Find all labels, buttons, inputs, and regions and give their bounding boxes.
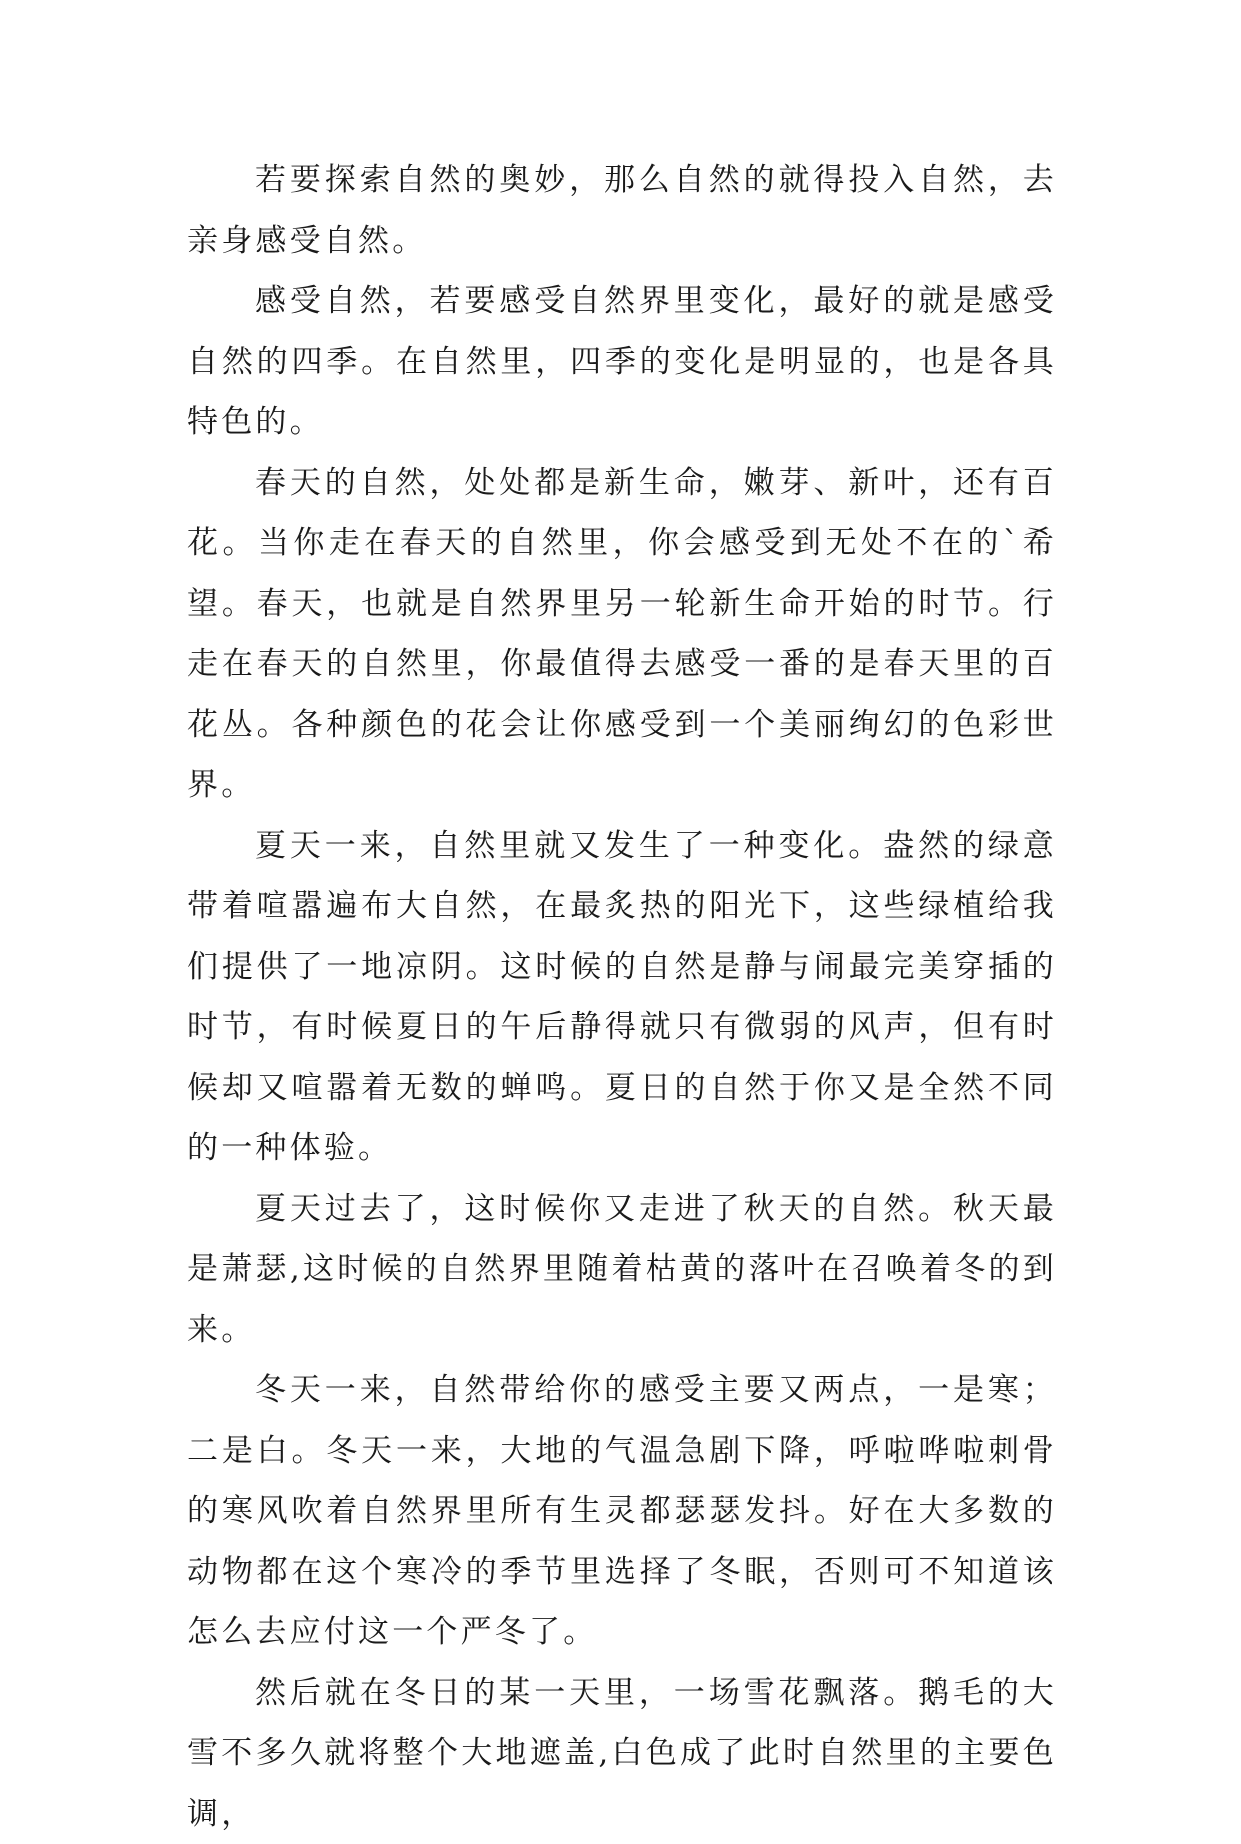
paragraph: 感受自然，若要感受自然界里变化，最好的就是感受自然的四季。在自然里，四季的变化是明显的，也是各具特色的。 bbox=[187, 271, 1057, 453]
paragraph: 然后就在冬日的某一天里，一场雪花飘落。鹅毛的大雪不多久就将整个大地遮盖,白色成了此时自然里的主要色调， bbox=[187, 1663, 1057, 1844]
paragraph: 冬天一来，自然带给你的感受主要又两点，一是寒；二是白。冬天一来，大地的气温急剧下降，呼啦哗啦刺骨的寒风吹着自然界里所有生灵都瑟瑟发抖。好在大多数的动物都在这个寒冷的季节里选择了冬眠，否则可不知道该怎么去应付这一个严冬了。 bbox=[187, 1360, 1057, 1663]
paragraph: 夏天一来，自然里就又发生了一种变化。盎然的绿意带着喧嚣遍布大自然，在最炙热的阳光下，这些绿植给我们提供了一地凉阴。这时候的自然是静与闹最完美穿插的时节，有时候夏日的午后静得就只有微弱的风声，但有时候却又喧嚣着无数的蝉鸣。夏日的自然于你又是全然不同的一种体验。 bbox=[187, 816, 1057, 1179]
paragraph: 夏天过去了，这时候你又走进了秋天的自然。秋天最是萧瑟,这时候的自然界里随着枯黄的落叶在召唤着冬的到来。 bbox=[187, 1179, 1057, 1361]
essay-body bbox=[187, 150, 1057, 1844]
paragraph: 春天的自然，处处都是新生命，嫩芽、新叶，还有百花。当你走在春天的自然里，你会感受到无处不在的`希望。春天，也就是自然界里另一轮新生命开始的时节。行走在春天的自然里，你最值得去感受一番的是春天里的百花丛。各种颜色的花会让你感受到一个美丽绚幻的色彩世界。 bbox=[187, 453, 1057, 816]
paragraph: 若要探索自然的奥妙，那么自然的就得投入自然，去亲身感受自然。 bbox=[187, 150, 1057, 271]
